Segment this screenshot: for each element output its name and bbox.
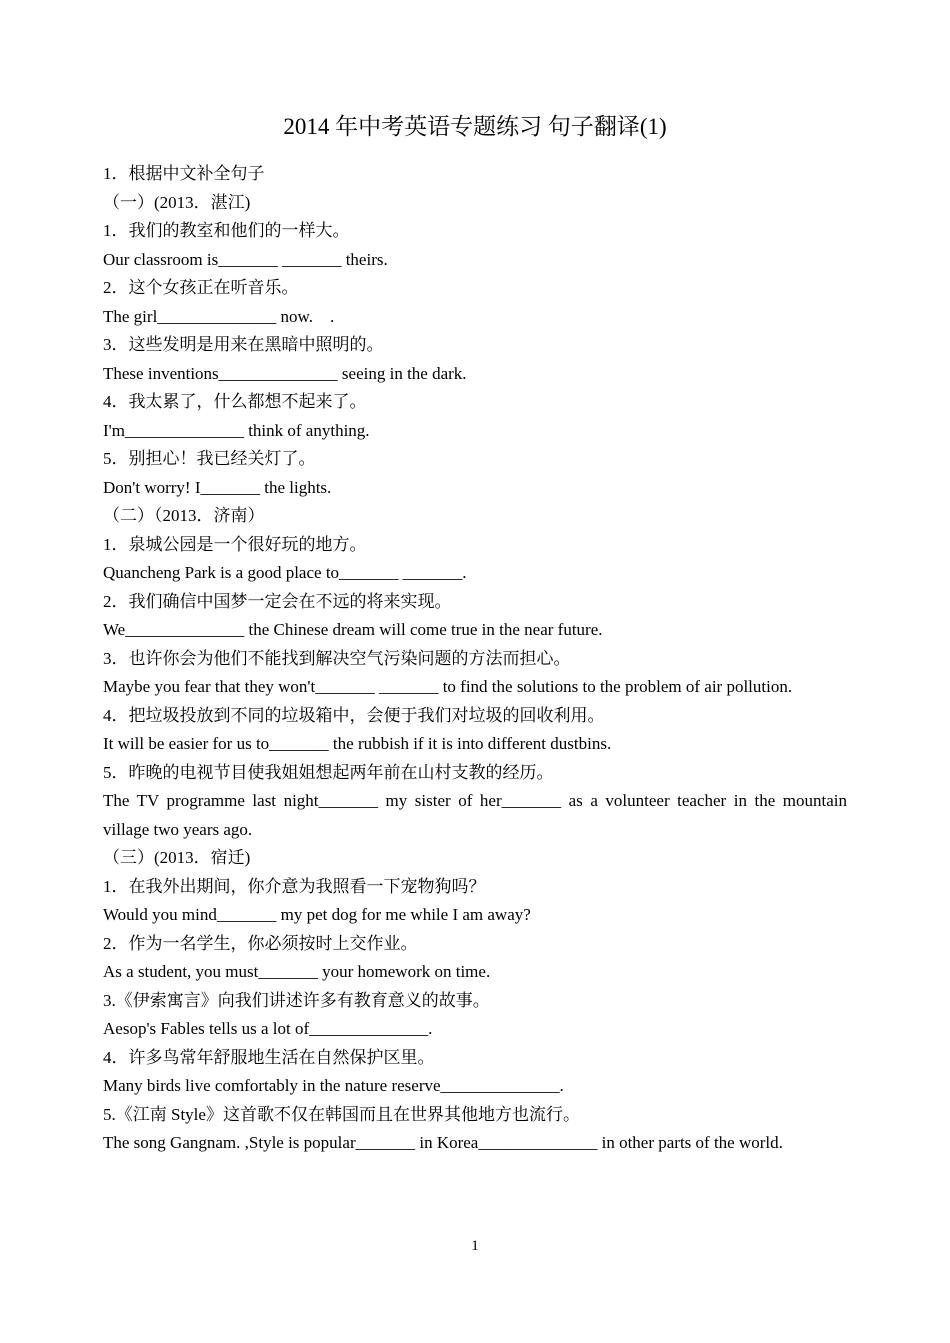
question-chinese: 2．我们确信中国梦一定会在不远的将来实现。 — [103, 591, 452, 611]
question-chinese: 1．泉城公园是一个很好玩的地方。 — [103, 534, 367, 554]
question-chinese: 3.《伊索寓言》向我们讲述许多有教育意义的故事。 — [103, 990, 490, 1010]
question-english: Our classroom is_______ _______ theirs. — [103, 249, 388, 269]
page-number: 1 — [471, 1238, 479, 1254]
question-chinese: 4．我太累了，什么都想不起来了。 — [103, 392, 367, 411]
question-chinese: 2．这个女孩正在听音乐。 — [103, 278, 299, 297]
question-english: As a student, you must_______ your homework on time. — [103, 962, 491, 981]
question-chinese: 3．也许你会为他们不能找到解决空气污染问题的方法而担心。 — [103, 648, 571, 668]
question-chinese: 1．我们的教室和他们的一样大。 — [103, 221, 350, 240]
question-english: Would you mind_______ my pet dog for me while I am away? — [103, 905, 531, 924]
question-english: Don't worry! I_______ the lights. — [103, 477, 332, 497]
question-english: These inventions______________ seeing in the dark. — [103, 363, 467, 383]
question-english: The TV programme last night_______ my sister of her_______ as a volunteer teacher in the mountain village two years ago. — [103, 791, 847, 839]
subsection-heading: （一）(2013．湛江) — [103, 192, 251, 212]
question-chinese: 4．许多鸟常年舒服地生活在自然保护区里。 — [103, 1047, 435, 1067]
question-chinese: 2．作为一名学生，你必须按时上交作业。 — [103, 933, 418, 953]
question-chinese: 1．在我外出期间，你介意为我照看一下宠物狗吗？ — [103, 876, 486, 896]
question-chinese: 4．把垃圾投放到不同的垃圾箱中，会便于我们对垃圾的回收利用。 — [103, 705, 605, 725]
question-english: The song Gangnam. ,Style is popular_______ in Korea______________ in other parts of the world. — [103, 1133, 783, 1152]
question-english: Aesop's Fables tells us a lot of______________. — [103, 1019, 433, 1038]
question-english: Quancheng Park is a good place to_______ _______. — [103, 563, 467, 582]
document-body — [103, 160, 847, 1158]
question-english: Maybe you fear that they won't_______ _______ to find the solutions to the problem of air pollution. — [103, 677, 793, 696]
question-english: The girl______________ now. . — [103, 306, 335, 326]
question-english: I'm______________ think of anything. — [103, 420, 370, 440]
subsection-heading: （二）（2013．济南） — [103, 506, 265, 525]
question-chinese: 3．这些发明是用来在黑暗中照明的。 — [103, 335, 384, 354]
subsection-heading: （三）(2013．宿迁) — [103, 848, 251, 867]
question-english: We______________ the Chinese dream will come true in the near future. — [103, 620, 603, 639]
question-english: It will be easier for us to_______ the rubbish if it is into different dustbins. — [103, 734, 612, 753]
question-english: Many birds live comfortably in the nature reserve______________. — [103, 1076, 564, 1095]
question-chinese: 5．昨晚的电视节目使我姐姐想起两年前在山村支教的经历。 — [103, 762, 554, 782]
question-chinese: 5.《江南 Style》这首歌不仅在韩国而且在世界其他地方也流行。 — [103, 1104, 580, 1124]
question-chinese: 5．别担心！我已经关灯了。 — [103, 449, 316, 468]
document-title: 2014 年中考英语专题练习 句子翻译(1) — [283, 114, 667, 139]
section-heading: 1．根据中文补全句子 — [103, 164, 265, 183]
